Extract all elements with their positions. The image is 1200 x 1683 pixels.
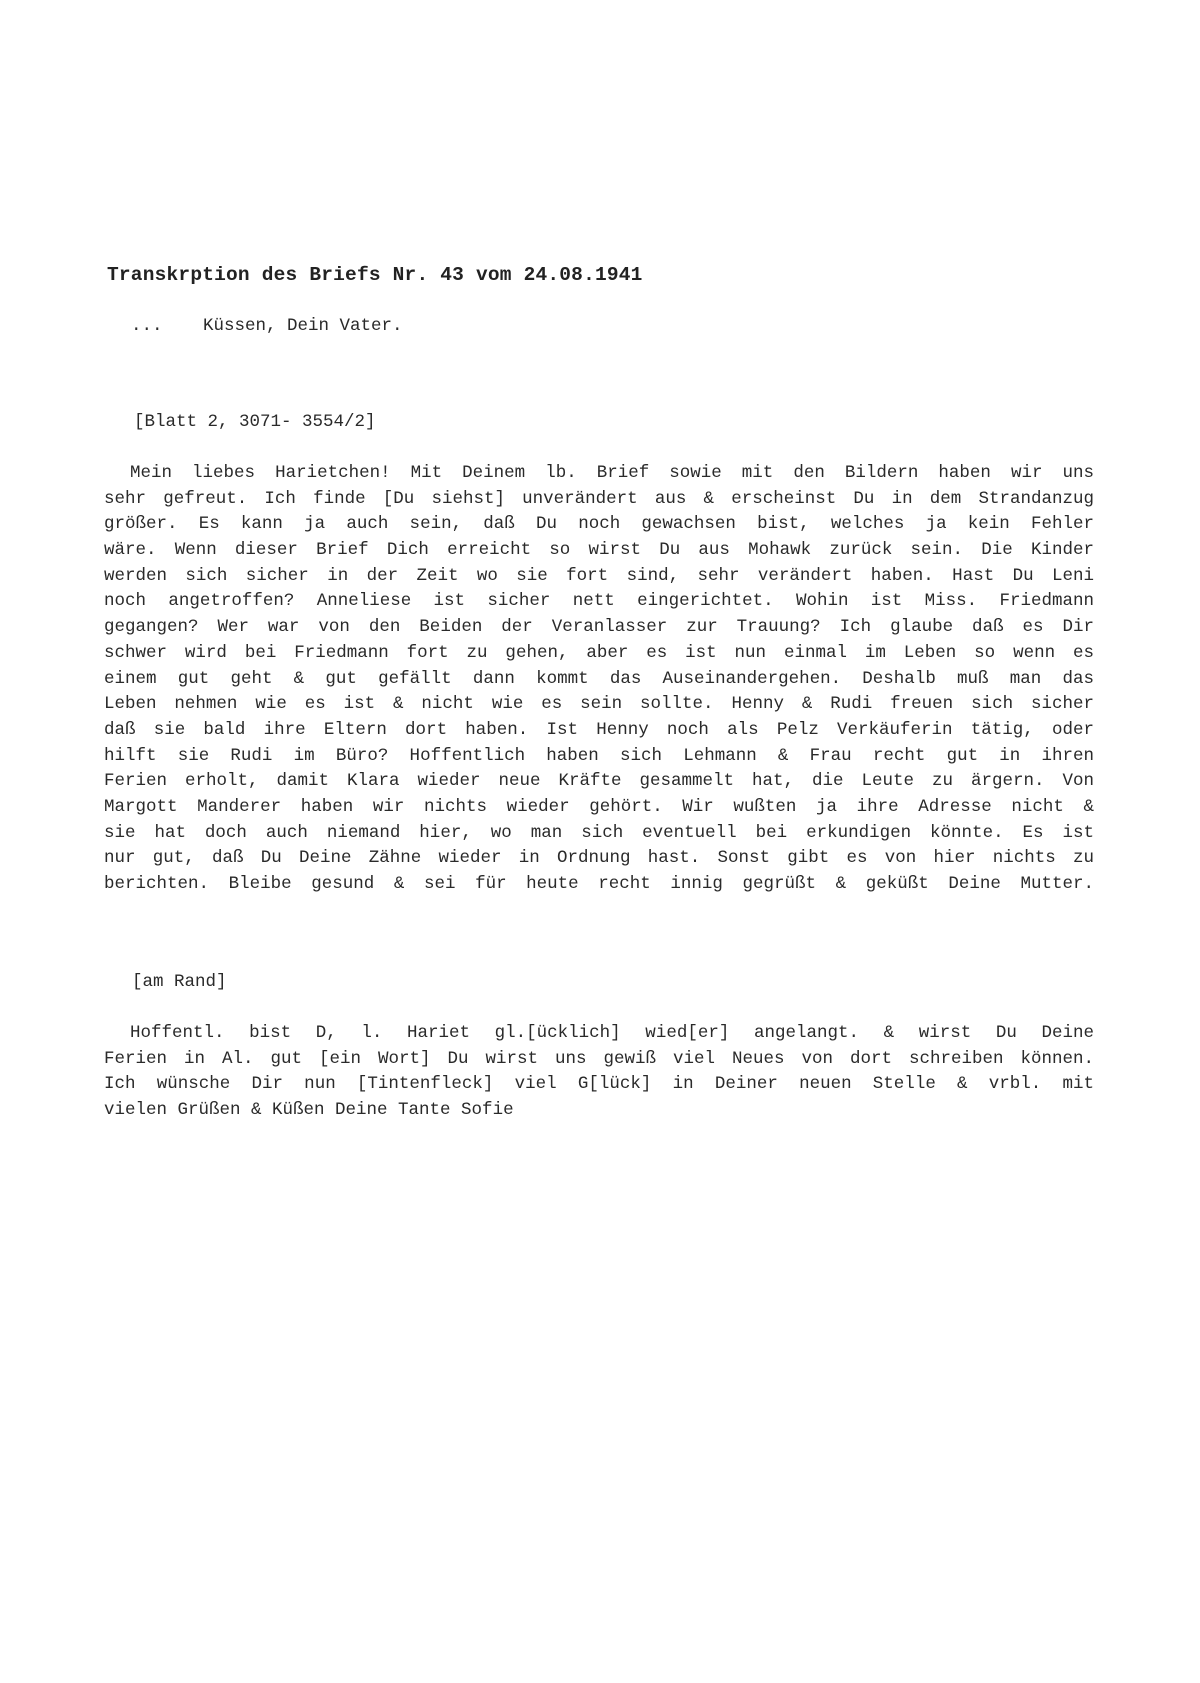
text-line: noch angetroffen? Anneliese ist sicher nett eingerichtet. Wohin ist Miss. Friedmann xyxy=(104,591,1094,612)
text-line: wäre. Wenn dieser Brief Dich erreicht so wirst Du aus Mohawk zurück sein. Die Kinder xyxy=(104,540,1094,561)
text-line: Ferien erholt, damit Klara wieder neue Kräfte gesammelt hat, die Leute zu ärgern. Von xyxy=(104,771,1094,792)
text-line: daß sie bald ihre Eltern dort haben. Ist Henny noch als Pelz Verkäuferin tätig, oder xyxy=(104,719,1094,740)
text-line: Ich wünsche Dir nun [Tintenfleck] viel G[lück] in Deiner neuen Stelle & vrbl. mit xyxy=(104,1074,1094,1095)
text-line: sehr gefreut. Ich finde [Du siehst] unverändert aus & erscheinst Du in dem Strandanzug xyxy=(104,488,1094,509)
text-line: Hoffentl. bist D, l. Hariet gl.[ücklich] wied[er] angelangt. & wirst Du Deine xyxy=(130,1023,1094,1043)
text-line: sie hat doch auch niemand hier, wo man sich eventuell bei erkundigen könnte. Es ist xyxy=(104,822,1094,843)
text-line: Mein liebes Harietchen! Mit Deinem lb. Brief sowie mit den Bildern haben wir uns xyxy=(130,463,1094,483)
document-title: Transkrption des Briefs Nr. 43 vom 24.08.1941 xyxy=(107,264,643,286)
margin-note-paragraph xyxy=(104,1021,1094,1124)
text-line: Ferien in Al. gut [ein Wort] Du wirst uns gewiß viel Neues von dort schreiben können. xyxy=(104,1048,1094,1069)
text-line: Margott Manderer haben wir nichts wieder gehört. Wir wußten ja ihre Adresse nicht & xyxy=(104,796,1094,817)
main-letter-paragraph xyxy=(104,461,1094,898)
text-line: hilft sie Rudi im Büro? Hoffentlich haben sich Lehmann & Frau recht gut in ihren xyxy=(104,745,1094,766)
text-line: nur gut, daß Du Deine Zähne wieder in Ordnung hast. Sonst gibt es von hier nichts zu xyxy=(104,848,1094,869)
closing-text: Küssen, Dein Vater. xyxy=(203,316,403,336)
text-line: Leben nehmen wie es ist & nicht wie es sein sollte. Henny & Rudi freuen sich sicher xyxy=(104,694,1094,715)
sheet-reference: [Blatt 2, 3071- 3554/2] xyxy=(134,412,376,432)
text-line: werden sich sicher in der Zeit wo sie fort sind, sehr verändert haben. Hast Du Leni xyxy=(104,565,1094,586)
margin-note-label: [am Rand] xyxy=(132,972,227,992)
text-line: vielen Grüßen & Küßen Deine Tante Sofie xyxy=(104,1100,514,1121)
text-line: gegangen? Wer war von den Beiden der Veranlasser zur Trauung? Ich glaube daß es Dir xyxy=(104,617,1094,638)
text-line: einem gut geht & gut gefällt dann kommt das Auseinandergehen. Deshalb muß man das xyxy=(104,668,1094,689)
text-line: berichten. Bleibe gesund & sei für heute recht innig gegrüßt & geküßt Deine Mutter. xyxy=(104,874,1094,894)
ellipsis: ... xyxy=(131,316,163,336)
previous-page-closing xyxy=(131,316,403,336)
text-line: größer. Es kann ja auch sein, daß Du noch gewachsen bist, welches ja kein Fehler xyxy=(104,514,1094,535)
text-line: schwer wird bei Friedmann fort zu gehen, aber es ist nun einmal im Leben so wenn es xyxy=(104,642,1094,663)
